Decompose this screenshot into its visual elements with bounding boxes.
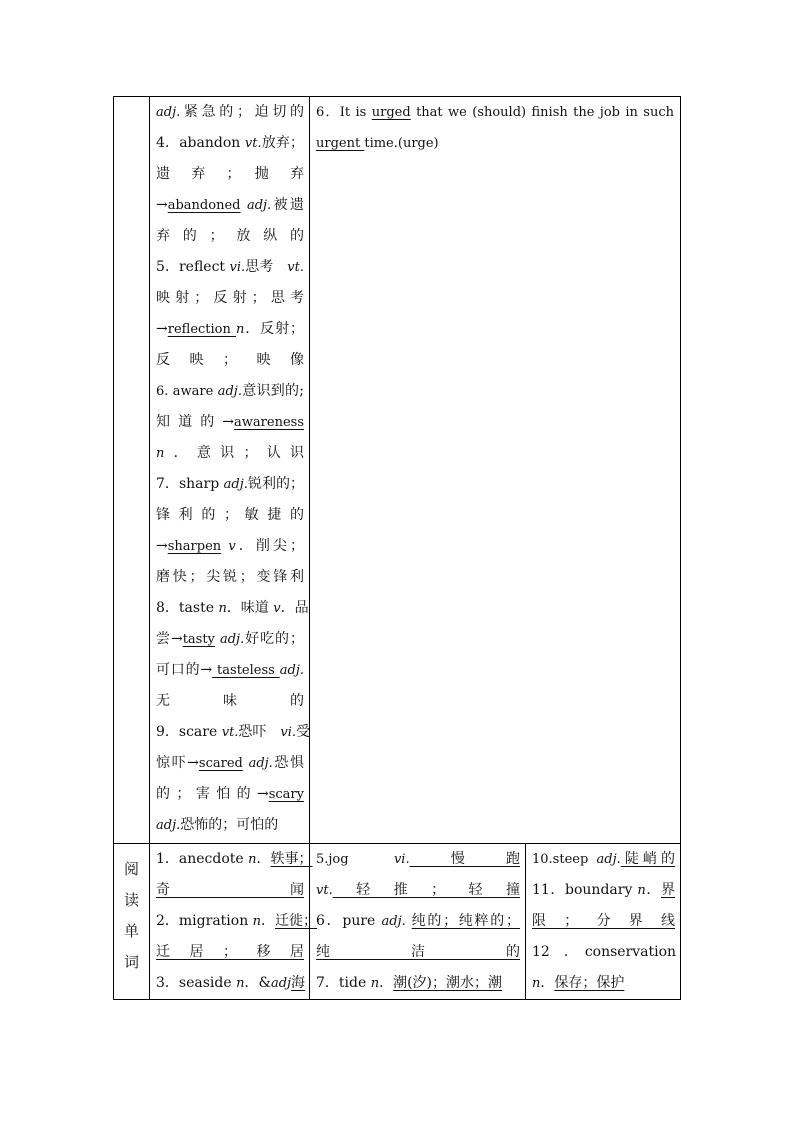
- answer-text: urgent: [316, 136, 365, 151]
- text-segment: 被遗: [271, 197, 304, 213]
- text-line: [156, 655, 304, 686]
- answer-text: urged: [371, 105, 411, 120]
- answer-text: 轶事；: [270, 851, 313, 867]
- text-segment: 磨快；尖锐；变锋利: [156, 569, 304, 585]
- sample-sentence-line: [316, 128, 674, 159]
- text-segment: adj: [270, 976, 292, 991]
- text-line: [156, 252, 304, 283]
- text-segment: adj.: [246, 198, 272, 213]
- text-segment: 映射；反射；思考: [156, 290, 304, 306]
- text-line: [156, 190, 304, 221]
- text-segment: ．削尖；: [235, 538, 305, 554]
- text-segment: vt.: [287, 260, 304, 275]
- text-segment: 6. aware: [156, 384, 218, 399]
- text-segment: ．&: [244, 975, 271, 991]
- text-segment: ．: [379, 975, 394, 991]
- text-segment: ．意识；认识: [164, 445, 304, 461]
- text-segment: vt.: [244, 136, 262, 151]
- text-segment: 意识到的;: [241, 383, 304, 399]
- text-segment: ．反射；: [244, 321, 304, 337]
- text-line: [156, 407, 304, 438]
- text-segment: 无味的: [156, 693, 304, 709]
- answer-text: 轻推；轻撞: [332, 882, 520, 898]
- text-line: [156, 531, 304, 562]
- text-line: [532, 968, 675, 999]
- text-line: [156, 624, 304, 655]
- text-segment: 反映；映像: [156, 352, 304, 368]
- text-segment: 3．seaside: [156, 975, 237, 991]
- answer-text: scary: [268, 787, 304, 802]
- word-list: [150, 97, 309, 841]
- text-line: [532, 875, 675, 906]
- text-segment: n: [532, 976, 541, 991]
- text-segment: →: [156, 197, 168, 213]
- answer-text: 迁徙；: [275, 913, 318, 929]
- text-line: [156, 968, 304, 999]
- text-segment: adj.: [223, 477, 248, 492]
- answer-text: 海: [291, 975, 306, 991]
- text-segment: n: [248, 852, 257, 867]
- table-row-vocab: [113, 96, 681, 843]
- reading-word-list-3: [526, 844, 680, 999]
- text-segment: 5．reflect: [156, 259, 230, 275]
- text-segment: ．: [261, 913, 276, 929]
- text-segment: 可口的→: [156, 662, 213, 678]
- text-segment: vt.: [221, 725, 239, 740]
- text-segment: 11．boundary: [532, 882, 638, 898]
- reading-word-list-2: [310, 844, 525, 999]
- text-segment: v: [228, 539, 236, 554]
- text-segment: →: [156, 321, 168, 337]
- text-line: [156, 500, 304, 531]
- text-segment: 6．pure: [316, 913, 382, 929]
- answer-text: 纯洁的: [316, 944, 520, 960]
- text-segment: vt.: [316, 883, 333, 898]
- answer-text: scared: [198, 756, 243, 771]
- text-line: [156, 844, 313, 875]
- text-segment: 7．tide: [316, 975, 371, 991]
- text-segment: adj.: [156, 105, 181, 120]
- text-segment: 知 道 的 →: [156, 414, 235, 430]
- text-segment: 弃的；放纵的: [156, 228, 304, 244]
- text-line: [156, 469, 304, 500]
- reading-word-list-1: [150, 844, 318, 999]
- text-line: [156, 875, 304, 906]
- text-segment: n: [218, 601, 227, 616]
- answer-text: reflection: [167, 322, 236, 337]
- text-segment: 恐惧: [272, 755, 305, 771]
- text-line: [156, 221, 304, 252]
- text-segment: ．: [645, 882, 662, 898]
- text-line: [156, 314, 304, 345]
- answer-text: tasteless: [212, 663, 280, 678]
- answer-text: 潮(汐)；潮水；潮: [393, 975, 503, 991]
- text-segment: vi.: [393, 852, 410, 867]
- text-line: [156, 128, 304, 159]
- text-line: [156, 438, 304, 469]
- table-cell-reading-col-2: [309, 843, 525, 1000]
- text-line: [156, 717, 311, 748]
- table-cell-reading-col-3: [525, 843, 681, 1000]
- text-segment: ．味道: [226, 600, 274, 616]
- text-segment: 4．abandon: [156, 135, 245, 151]
- table-cell-reading-col-1: [149, 843, 318, 1000]
- text-segment: n: [637, 883, 646, 898]
- text-segment: v: [273, 601, 281, 616]
- table-cell-label-empty: [113, 96, 149, 843]
- text-line: [156, 906, 318, 937]
- text-segment: vi.: [280, 725, 297, 740]
- text-line: [156, 810, 304, 841]
- text-segment: adj.: [156, 818, 181, 833]
- text-segment: 8．taste: [156, 600, 219, 616]
- answer-text: sharpen: [167, 539, 222, 554]
- text-line: [316, 906, 520, 937]
- table-row-reading-words: [113, 843, 681, 1000]
- text-segment: n: [156, 446, 165, 461]
- text-segment: 9．scare: [156, 724, 222, 740]
- text-segment: 恐怖的；可怕的: [180, 817, 279, 833]
- text-segment: ．品: [280, 600, 309, 616]
- text-segment: adj.: [217, 384, 242, 399]
- text-line: [156, 376, 304, 407]
- text-segment: vi.: [229, 260, 246, 275]
- label-char: 词: [123, 953, 139, 971]
- text-segment: ．: [540, 975, 555, 991]
- answer-text: 界: [661, 882, 676, 898]
- text-line: [156, 686, 304, 717]
- answer-text: awareness: [234, 415, 304, 430]
- text-segment: time.(urge): [364, 136, 439, 151]
- answer-text: 陡峭的: [620, 851, 675, 867]
- text-segment: that we (should) finish the job in such: [410, 105, 674, 120]
- table-cell-section-label: [113, 843, 149, 1000]
- answer-text: 迁居；移居: [156, 944, 304, 960]
- answer-text: 慢跑: [409, 851, 521, 867]
- answer-text: tasty: [182, 632, 215, 647]
- text-segment: n: [235, 322, 245, 337]
- text-line: [316, 937, 520, 968]
- sample-sentence-list: [310, 97, 680, 159]
- text-segment: 的 ； 害 怕 的 →: [156, 786, 269, 802]
- text-segment: 惊吓→: [156, 755, 199, 771]
- text-line: [532, 906, 675, 937]
- text-segment: ．: [256, 851, 271, 867]
- text-line: [316, 875, 520, 906]
- text-segment: adj.: [381, 914, 406, 929]
- label-char: 读: [123, 891, 139, 909]
- text-line: [156, 779, 304, 810]
- text-line: [156, 562, 304, 593]
- text-line: [532, 844, 675, 875]
- text-segment: 6．It is: [316, 105, 372, 120]
- text-segment: n: [236, 976, 245, 991]
- text-line: [316, 968, 520, 999]
- text-line: [316, 844, 520, 875]
- answer-text: 限；分界线: [532, 913, 675, 929]
- section-label: [114, 854, 149, 978]
- text-segment: 尝→: [156, 631, 183, 647]
- text-segment: 思考: [245, 259, 288, 275]
- text-segment: 放弃；: [261, 135, 305, 151]
- text-segment: 好吃的；: [244, 631, 305, 647]
- text-line: [532, 937, 675, 968]
- text-segment: 锐利的；: [247, 476, 304, 492]
- text-line: [156, 748, 304, 779]
- text-line: [156, 283, 304, 314]
- table-cell-word-list: [149, 96, 309, 843]
- text-segment: 12 ． conservation: [532, 944, 677, 960]
- text-segment: 恐吓: [238, 724, 281, 740]
- text-segment: 锋 利 的 ； 敏 捷 的: [156, 507, 304, 523]
- text-segment: n: [370, 976, 380, 991]
- text-line: [156, 97, 304, 128]
- answer-text: 保存；保护: [554, 975, 625, 991]
- text-line: [156, 937, 304, 968]
- text-segment: adj.: [248, 756, 273, 771]
- text-segment: n: [252, 914, 262, 929]
- text-segment: →: [156, 538, 168, 554]
- table-cell-sample-sentences: [309, 96, 681, 843]
- text-line: [156, 345, 304, 376]
- text-segment: 遗 弃 ； 抛 弃: [156, 166, 304, 182]
- answer-text: 奇闻: [156, 882, 304, 898]
- text-segment: 10.steep: [532, 852, 597, 867]
- text-segment: adj.: [219, 632, 245, 647]
- text-segment: 7．sharp: [156, 476, 224, 492]
- text-segment: 5.jog: [316, 852, 394, 867]
- text-line: [156, 159, 304, 190]
- answer-text: 纯的；纯粹的；: [411, 913, 520, 929]
- text-segment: 1．anecdote: [156, 851, 249, 867]
- label-char: 单: [123, 922, 139, 940]
- answer-text: abandoned: [167, 198, 241, 213]
- text-segment: 2．migration: [156, 913, 253, 929]
- text-line: [156, 593, 309, 624]
- text-segment: 紧急的；迫切的: [180, 104, 304, 120]
- text-segment: 受: [296, 724, 311, 740]
- text-segment: adj.: [596, 852, 621, 867]
- sample-sentence-line: [316, 97, 674, 128]
- label-char: 阅: [123, 860, 139, 878]
- text-segment: adj.: [279, 663, 304, 678]
